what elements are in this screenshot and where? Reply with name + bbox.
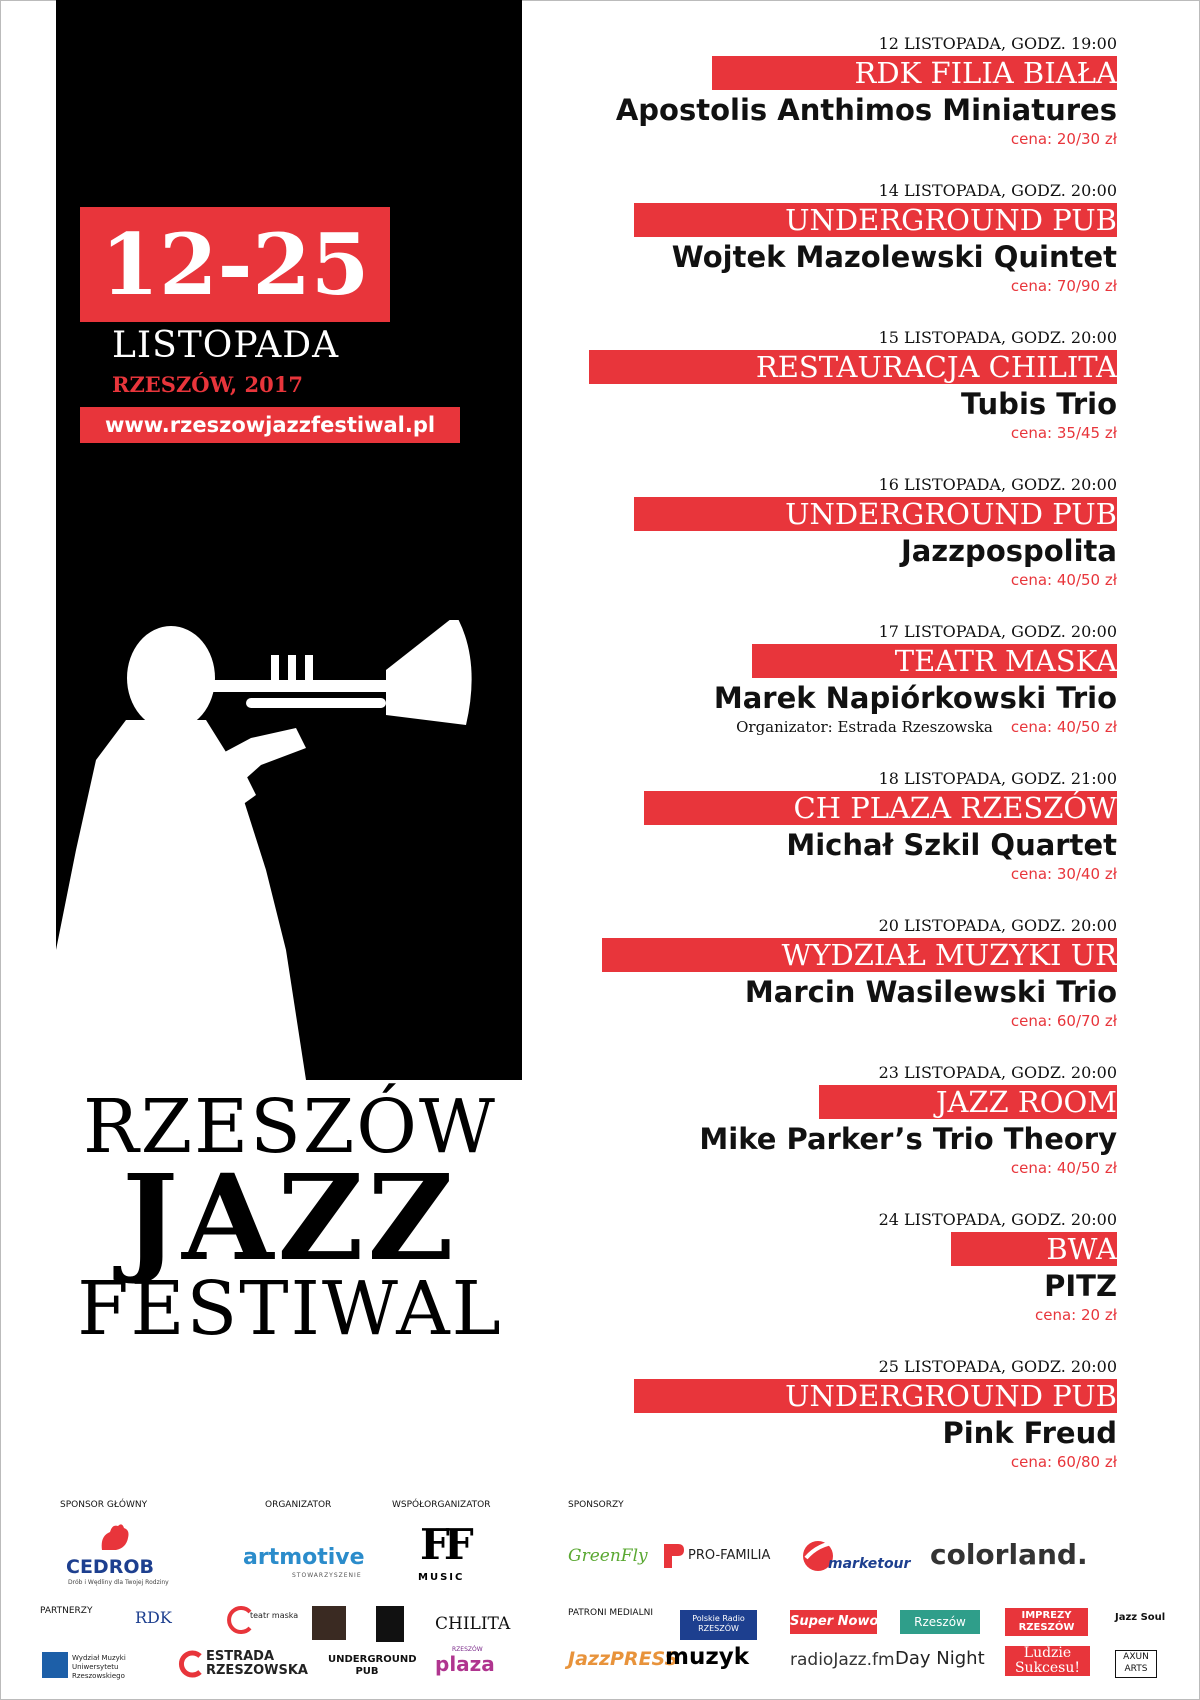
event-artist: PITZ (1044, 1269, 1117, 1303)
event-artist: Michał Szkil Quartet (786, 828, 1117, 862)
trumpeter-silhouette-icon (56, 620, 522, 1080)
colorland-logo: colorland. (930, 1538, 1088, 1571)
axun-arts-logo: AXUN ARTS (1115, 1650, 1157, 1678)
event-date: 20 LISTOPADA, GODZ. 20:00 (878, 916, 1117, 935)
rooster-icon (98, 1522, 132, 1552)
cedrob-tagline: Drób i Wędliny dla Twojej Rodziny (68, 1579, 169, 1586)
event-date: 14 LISTOPADA, GODZ. 20:00 (878, 181, 1117, 200)
rdk-logo: RDK (135, 1608, 172, 1627)
ff-music-logo: FF (420, 1520, 468, 1569)
festival-title-line1: RZESZÓW (83, 1084, 497, 1170)
cedrob-logo: CEDROB (66, 1556, 154, 1578)
muzyk-logo: muzyk (665, 1644, 750, 1670)
partners-label: PARTNERZY (40, 1606, 93, 1616)
event-date: 18 LISTOPADA, GODZ. 21:00 (878, 769, 1117, 788)
event-venue: UNDERGROUND PUB (634, 203, 1117, 237)
event-date: 16 LISTOPADA, GODZ. 20:00 (878, 475, 1117, 494)
festival-month: LISTOPADA (112, 325, 340, 366)
organizer-label: ORGANIZATOR (265, 1500, 332, 1510)
chilita-logo: CHILITA (435, 1614, 511, 1634)
radiojazz-logo: radioJazz.fm (790, 1650, 895, 1670)
polskie-radio-logo: Polskie Radio RZESZÓW (680, 1610, 757, 1640)
event-date: 17 LISTOPADA, GODZ. 20:00 (878, 622, 1117, 641)
event-venue: CH PLAZA RZESZÓW (644, 791, 1117, 825)
event-item (560, 1061, 1117, 1208)
underground-pub-logo: UNDERGROUND PUB (328, 1654, 417, 1677)
event-price: cena: 70/90 zł (1010, 277, 1117, 295)
festival-title-line3: FESTIWAL (77, 1266, 503, 1352)
event-item (560, 1355, 1117, 1502)
plaza-top-label: RZESZÓW (452, 1646, 483, 1653)
event-price: cena: 40/50 zł (1010, 718, 1117, 736)
event-venue: TEATR MASKA (752, 644, 1117, 678)
festival-dates: 12-25 (80, 207, 390, 322)
wydzial-muzyki-logo: Wydział Muzyki Uniwersytetu Rzeszowskiego (72, 1654, 126, 1680)
event-item (560, 620, 1117, 767)
event-artist: Mike Parker’s Trio Theory (699, 1122, 1117, 1156)
event-organizer: Organizator: Estrada Rzeszowska (736, 718, 993, 736)
wydzial-muzyki-icon (42, 1652, 68, 1678)
event-price: cena: 20 zł (1035, 1306, 1117, 1324)
profamilia-logo: PRO-FAMILIA (688, 1548, 771, 1563)
event-date: 15 LISTOPADA, GODZ. 20:00 (878, 328, 1117, 347)
event-artist: Marek Napiórkowski Trio (713, 681, 1117, 715)
marketour-logo: marketour (828, 1556, 911, 1572)
sponsors-label: SPONSORZY (568, 1500, 624, 1510)
event-item (560, 32, 1117, 179)
plaza-logo: plaza (435, 1652, 495, 1676)
event-artist: Tubis Trio (960, 387, 1117, 421)
daynight-logo: Day Night (895, 1648, 985, 1669)
event-artist: Jazzpospolita (900, 534, 1117, 568)
event-venue: BWA (951, 1232, 1117, 1266)
event-price: cena: 60/70 zł (1010, 1012, 1117, 1030)
imprezy-rzeszow-logo: IMPREZY RZESZÓW (1005, 1608, 1088, 1636)
event-item (560, 326, 1117, 473)
event-date: 24 LISTOPADA, GODZ. 20:00 (878, 1210, 1117, 1229)
event-schedule (560, 32, 1117, 1502)
jazz-soul-logo: Jazz Soul (1115, 1612, 1166, 1623)
teatr-maska-logo: teatr maska (250, 1611, 299, 1620)
event-price: cena: 35/45 zł (1010, 424, 1117, 442)
event-venue: RESTAURACJA CHILITA (589, 350, 1117, 384)
event-venue: JAZZ ROOM (819, 1085, 1117, 1119)
greenfly-logo: GreenFly (568, 1546, 648, 1566)
event-artist: Apostolis Anthimos Miniatures (615, 93, 1117, 127)
event-date: 23 LISTOPADA, GODZ. 20:00 (878, 1063, 1117, 1082)
moje-rzeszow-logo: Rzeszów (900, 1610, 980, 1634)
event-price: cena: 60/80 zł (1010, 1453, 1117, 1471)
event-venue: UNDERGROUND PUB (634, 1379, 1117, 1413)
artmotive-subtitle: STOWARZYSZENIE (292, 1572, 362, 1579)
event-date: 25 LISTOPADA, GODZ. 20:00 (878, 1357, 1117, 1376)
event-item (560, 1208, 1117, 1355)
event-item (560, 473, 1117, 620)
festival-city-year: RZESZÓW, 2017 (112, 372, 303, 397)
festival-url-link[interactable]: www.rzeszowjazzfestiwal.pl (80, 407, 460, 443)
super-nowosci-logo: Super Nowości (790, 1610, 877, 1634)
estrada-icon (178, 1650, 204, 1678)
event-venue: UNDERGROUND PUB (634, 497, 1117, 531)
event-item (560, 179, 1117, 326)
event-artist: Wojtek Mazolewski Quintet (671, 240, 1117, 274)
event-item (560, 914, 1117, 1061)
estrada-logo: ESTRADA RZESZOWSKA (206, 1649, 308, 1678)
event-price: cena: 20/30 zł (1010, 130, 1117, 148)
artmotive-logo: artmotive (243, 1545, 365, 1570)
event-price: cena: 40/50 zł (1010, 1159, 1117, 1177)
event-venue: RDK FILIA BIAŁA (712, 56, 1117, 90)
event-artist: Pink Freud (942, 1416, 1117, 1450)
festival-title (50, 1084, 530, 1352)
event-price: cena: 40/50 zł (1010, 571, 1117, 589)
ff-music-subtitle: MUSIC (418, 1572, 465, 1583)
event-item (560, 767, 1117, 914)
event-date: 12 LISTOPADA, GODZ. 19:00 (878, 34, 1117, 53)
festival-title-line2: JAZZ (122, 1148, 458, 1287)
main-sponsor-label: SPONSOR GŁÓWNY (60, 1500, 148, 1510)
coorganizer-label: WSPÓŁORGANIZATOR (392, 1500, 491, 1510)
bwa-logo-icon (376, 1606, 404, 1642)
jazz-room-logo-icon (312, 1606, 346, 1640)
event-artist: Marcin Wasilewski Trio (744, 975, 1117, 1009)
event-price: cena: 30/40 zł (1010, 865, 1117, 883)
ludzie-sukcesu-logo: Ludzie Sukcesu! (1005, 1646, 1090, 1676)
jazzpress-logo: JazzPRESS (568, 1648, 679, 1670)
profamilia-icon (660, 1542, 686, 1570)
event-venue: WYDZIAŁ MUZYKI UR (602, 938, 1117, 972)
media-patrons-label: PATRONI MEDIALNI (568, 1608, 653, 1618)
